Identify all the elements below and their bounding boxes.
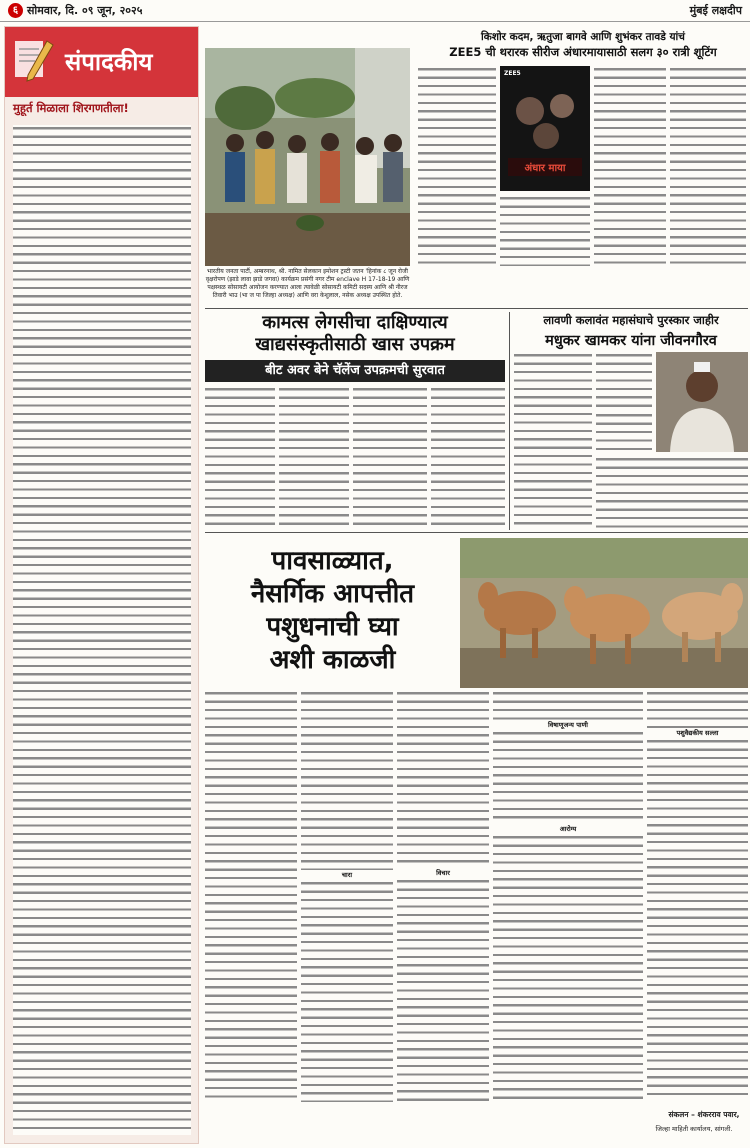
kamat-body-col3	[353, 386, 427, 528]
section-label-salla: पशुवैद्यकीय सल्ला	[676, 729, 719, 737]
credit-name: संकलन – शंकरराव पवार,	[668, 1110, 740, 1119]
kamat-headline-2: खाद्यसंस्कृतीसाठी खास उपक्रम	[255, 334, 455, 355]
editorial-column	[4, 26, 199, 1144]
newspaper-brand: मुंबई लक्षदीप	[689, 4, 742, 17]
tree-planting-caption: भारतीय जनता पार्टी, अम्बरनाथ, श्री. नामित सेलकान इमोशन ट्रस्टी जतन 'हिनांक ८ जून रोजी वृक्षरोपण (झाडे लावा झाडे जगवा) कार्यक्रम प्रसंगी नगर टीम enclave H 17-18-19 आणि पक्षस्थळ सोसायटी आयोजन करण्यात आला त्यावेळी सोसायटी कमिटी सदस्य आणि श्री नीरज तिवारी भाउ (भा ज पा जिल्हा अध्यक्ष) आणि वरा केशुलाल, नसेक अध्यक्ष उपस्थित होते.	[205, 268, 410, 299]
cattle-photo	[460, 538, 748, 688]
lavani-body-col3	[596, 456, 748, 528]
editorial-title: संपादकीय	[65, 48, 153, 76]
cattle-body-col2	[301, 690, 393, 1102]
cattle-headline-1: पावसाळ्यात,	[271, 546, 394, 576]
andhar-maya-poster	[500, 66, 590, 191]
divider-2	[205, 532, 748, 533]
section-label-arogya: आरोग्य	[559, 825, 577, 833]
zee5-body-col4	[670, 66, 746, 266]
zee5-body-col2	[500, 195, 590, 266]
lavani-body-col2b	[596, 412, 652, 452]
kamat-headline-1: कामत्स लेगसीचा दाक्षिण्यात्य	[262, 312, 448, 333]
cattle-body-col1	[205, 690, 297, 1102]
page-header	[0, 0, 750, 22]
poster-badge: ZEE5	[504, 70, 521, 77]
editorial-headline: मुहूर्त मिळाला शिरगणतीला!	[13, 101, 129, 115]
section-label-chara: चारा	[341, 871, 353, 879]
cattle-body-col5	[647, 690, 748, 1102]
kamat-body-col4	[431, 386, 505, 528]
kamat-body-col1	[205, 386, 275, 528]
lavani-body-col2	[596, 352, 652, 410]
cattle-headline-3: पशुधनाची घ्या	[266, 612, 399, 642]
divider	[205, 308, 748, 309]
page-number: ६	[8, 3, 23, 18]
zee5-body-col1	[418, 66, 496, 266]
lavani-headline-2: मधुकर खामकर यांना जीवनगौरव	[545, 333, 717, 349]
madhukar-khamkar-photo	[656, 352, 748, 452]
zee5-body-col3	[594, 66, 666, 266]
pen-icon	[13, 37, 57, 87]
zee5-headline-top: किशोर कदम, ऋतुजा बागवे आणि शुभंकर तावडे यांचं	[481, 31, 685, 43]
kamat-body-col2	[279, 386, 349, 528]
cattle-body-col4	[493, 690, 643, 1102]
editorial-body	[13, 125, 191, 1135]
cattle-headline-4: अशी काळजी	[269, 645, 396, 675]
lavani-body-col1	[514, 352, 592, 528]
date-line: सोमवार, दि. ०९ जून, २०२५	[27, 4, 143, 17]
poster-title: अंधार माया	[524, 163, 566, 174]
tree-planting-photo	[205, 48, 410, 266]
vertical-divider	[509, 312, 510, 530]
credit-office: जिल्हा माहिती कार्यालय, सांगली.	[655, 1125, 733, 1133]
zee5-headline-main: ZEE5 ची थरारक सीरीज अंधारमायासाठी सलग ३० रात्री शूटिंग	[449, 45, 717, 59]
kamat-subhead: बीट अवर बेने चॅलेंज उपक्रमची सुरवात	[205, 360, 505, 382]
cattle-body-col3	[397, 690, 489, 1102]
section-label-vichar: विचार	[436, 869, 450, 877]
editorial-banner	[5, 27, 198, 97]
section-label-pani: विषाणूजन्य पाणी	[548, 721, 588, 729]
lavani-headline-1: लावणी कलावंत महासंघाचे पुरस्कार जाहीर	[543, 313, 719, 327]
cattle-headline-2: नैसर्गिक आपत्तीत	[250, 579, 415, 609]
